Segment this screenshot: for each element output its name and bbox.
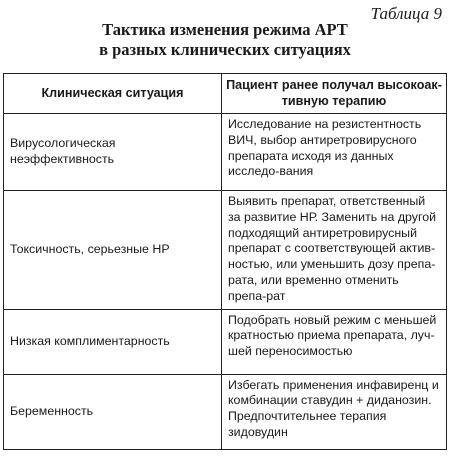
table-number: Таблица 9 — [370, 4, 442, 23]
title-line-2: в разных клинических ситуациях — [99, 40, 351, 59]
table-row — [4, 309, 447, 374]
therapy-cell: Подобрать новый режим с меньшей кратностью приема препарата, луч-шей переносимостью — [222, 309, 447, 374]
title-line-1: Тактика изменения режима АРТ — [102, 20, 348, 39]
table-header-row — [4, 74, 447, 114]
column-header-situation: Клиническая ситуация — [4, 74, 222, 114]
therapy-cell: Выявить препарат, ответственный за развитие НР. Заменить на другой подходящий антиретровирусный препарат с соответствующей актив-ностью, или уменьшить дозу препа-рата, или временно отменить препа-рат — [222, 191, 447, 310]
art-regimen-table — [3, 73, 447, 450]
situation-cell: Токсичность, серьезные НР — [4, 191, 222, 310]
therapy-cell: Избегать применения инфавиренц и комбинации ставудин + диданозин. Предпочтительнее терапия зидовудин — [222, 374, 447, 449]
column-header-therapy: Пациент ранее получал высокоак-тивную терапию — [222, 74, 447, 114]
table-row — [4, 191, 447, 310]
situation-cell: Низкая комплиментарность — [4, 309, 222, 374]
table-title — [0, 20, 450, 60]
therapy-cell: Исследование на резистентность ВИЧ, выбор антиретровирусного препарата исходя из данных исследо-вания — [222, 114, 447, 191]
situation-cell: Беременность — [4, 374, 222, 449]
situation-cell: Вирусологическая неэффективность — [4, 114, 222, 191]
table-row — [4, 114, 447, 191]
table-row — [4, 374, 447, 449]
